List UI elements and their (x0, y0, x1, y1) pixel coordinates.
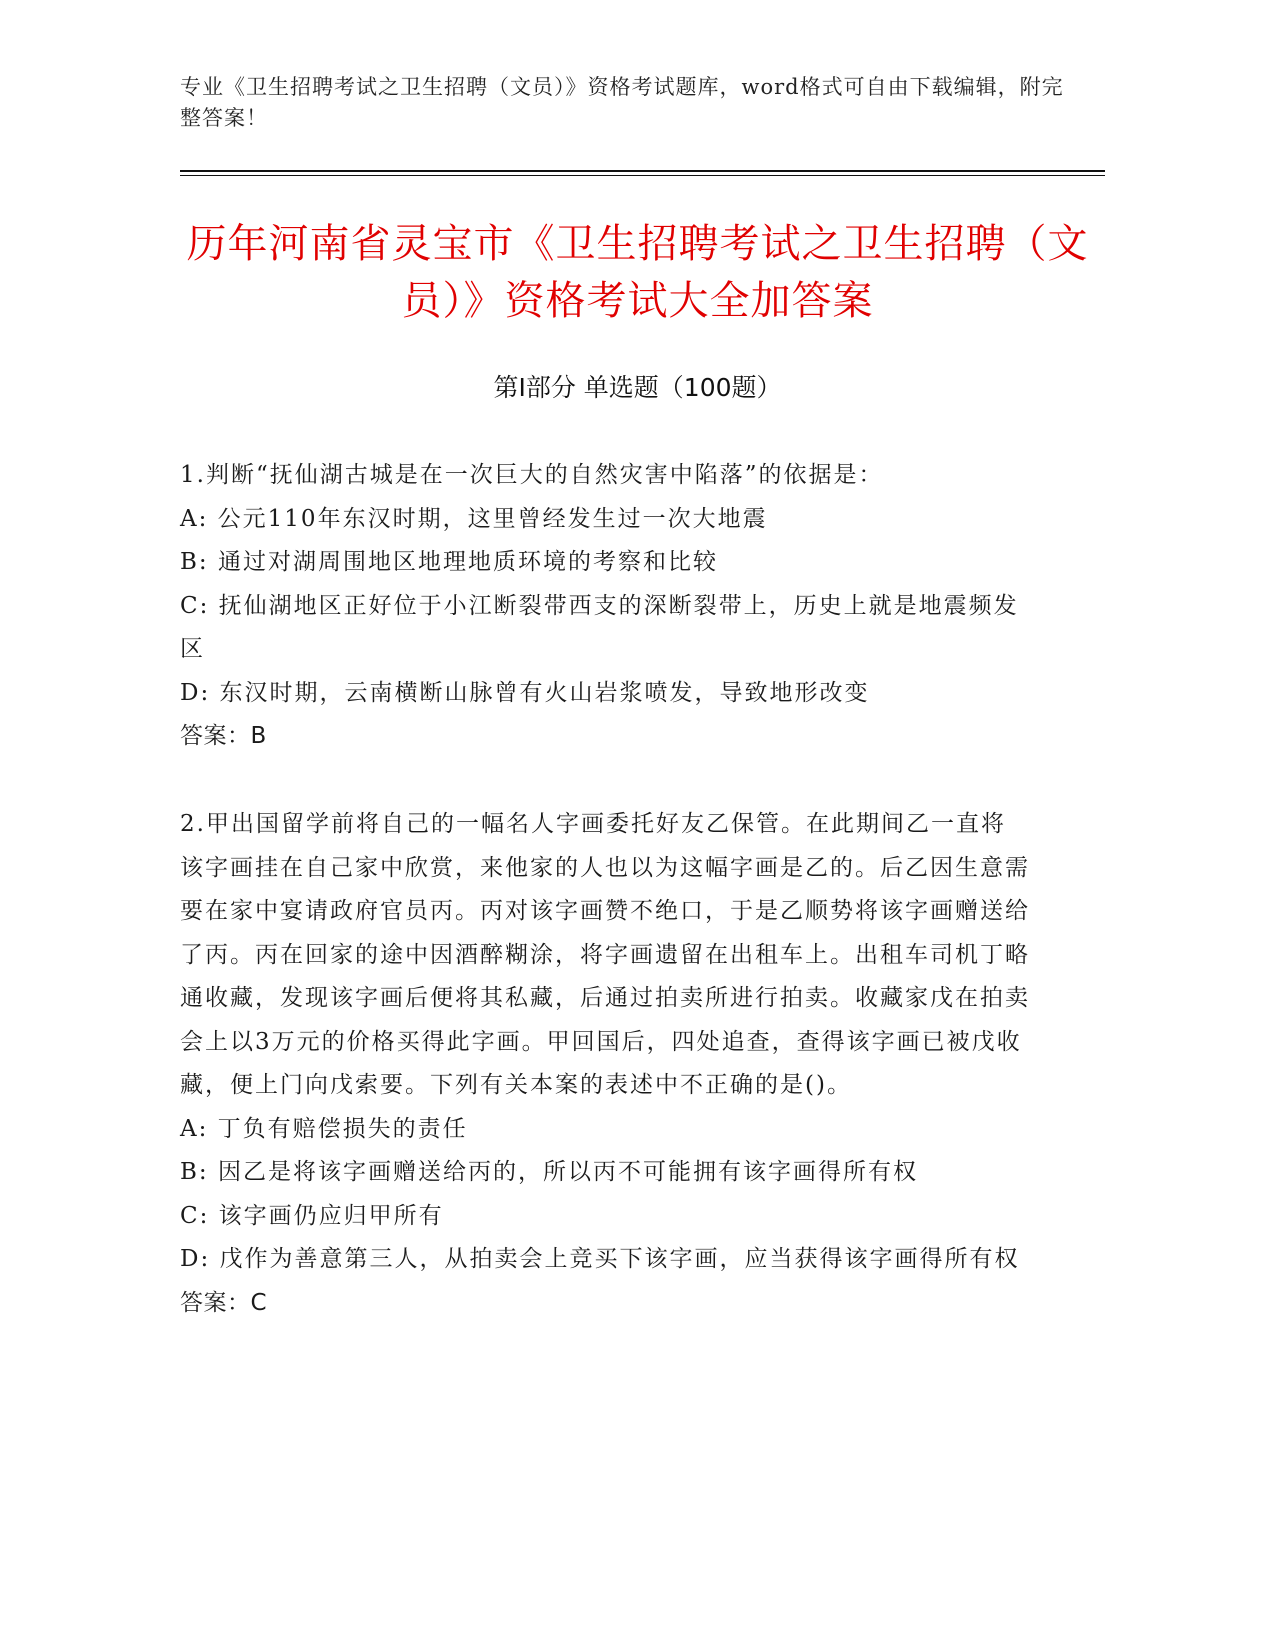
option-c: C: 该字画仍应归甲所有 (180, 1202, 444, 1229)
header-divider-thick (180, 170, 1105, 172)
section-title: 第Ⅰ部分 单选题（100题） (493, 373, 782, 402)
question-2 (180, 803, 1030, 1325)
document-title: 历年河南省灵宝市《卫生招聘考试之卫生招聘（文员）》资格考试大全加答案 (186, 221, 1089, 324)
answer-line: 答案：B (180, 723, 267, 749)
option-a: A: 公元110年东汉时期，这里曾经发生过一次大地震 (180, 505, 768, 532)
option-b: B: 通过对湖周围地区地理地质环境的考察和比较 (180, 549, 718, 575)
option-b: B: 因乙是将该字画赠送给丙的，所以丙不可能拥有该字画得所有权 (180, 1159, 918, 1185)
answer-line: 答案：C (180, 1289, 268, 1316)
option-d: D: 戊作为善意第三人，从拍卖会上竞买下该字画，应当获得该字画得所有权 (180, 1246, 1020, 1272)
question-stem: 2.甲出国留学前将自己的一幅名人字画委托好友乙保管。在此期间乙一直将该字画挂在自己家中欣赏，来他家的人也以为这幅字画是乙的。后乙因生意需要在家中宴请政府官员丙。丙对该字画赞不绝口，于是乙顺势将该字画赠送给了丙。丙在回家的途中因酒醉糊涂，将字画遗留在出租车上。出租车司机丁略通收藏，发现该字画后便将其私藏，后通过拍卖所进行拍卖。收藏家戊在拍卖会上以3万元的价格买得此字画。甲回国后，四处追查，查得该字画已被戊收藏，便上门向戊索要。下列有关本案的表述中不正确的是()。 (180, 811, 1030, 1098)
question-1 (180, 454, 1030, 759)
option-c: C: 抚仙湖地区正好位于小江断裂带西支的深断裂带上，历史上就是地震频发区 (180, 592, 1019, 662)
question-stem: 1.判断“抚仙湖古城是在一次巨大的自然灾害中陷落”的依据是： (180, 462, 884, 488)
option-d: D: 东汉时期，云南横断山脉曾有火山岩浆喷发，导致地形改变 (180, 679, 870, 706)
header-divider-thin (180, 175, 1105, 176)
header-note: 专业《卫生招聘考试之卫生招聘（文员）》资格考试题库，word格式可自由下载编辑，附完整答案！ (180, 75, 1064, 130)
option-a: A: 丁负有赔偿损失的责任 (180, 1115, 468, 1142)
